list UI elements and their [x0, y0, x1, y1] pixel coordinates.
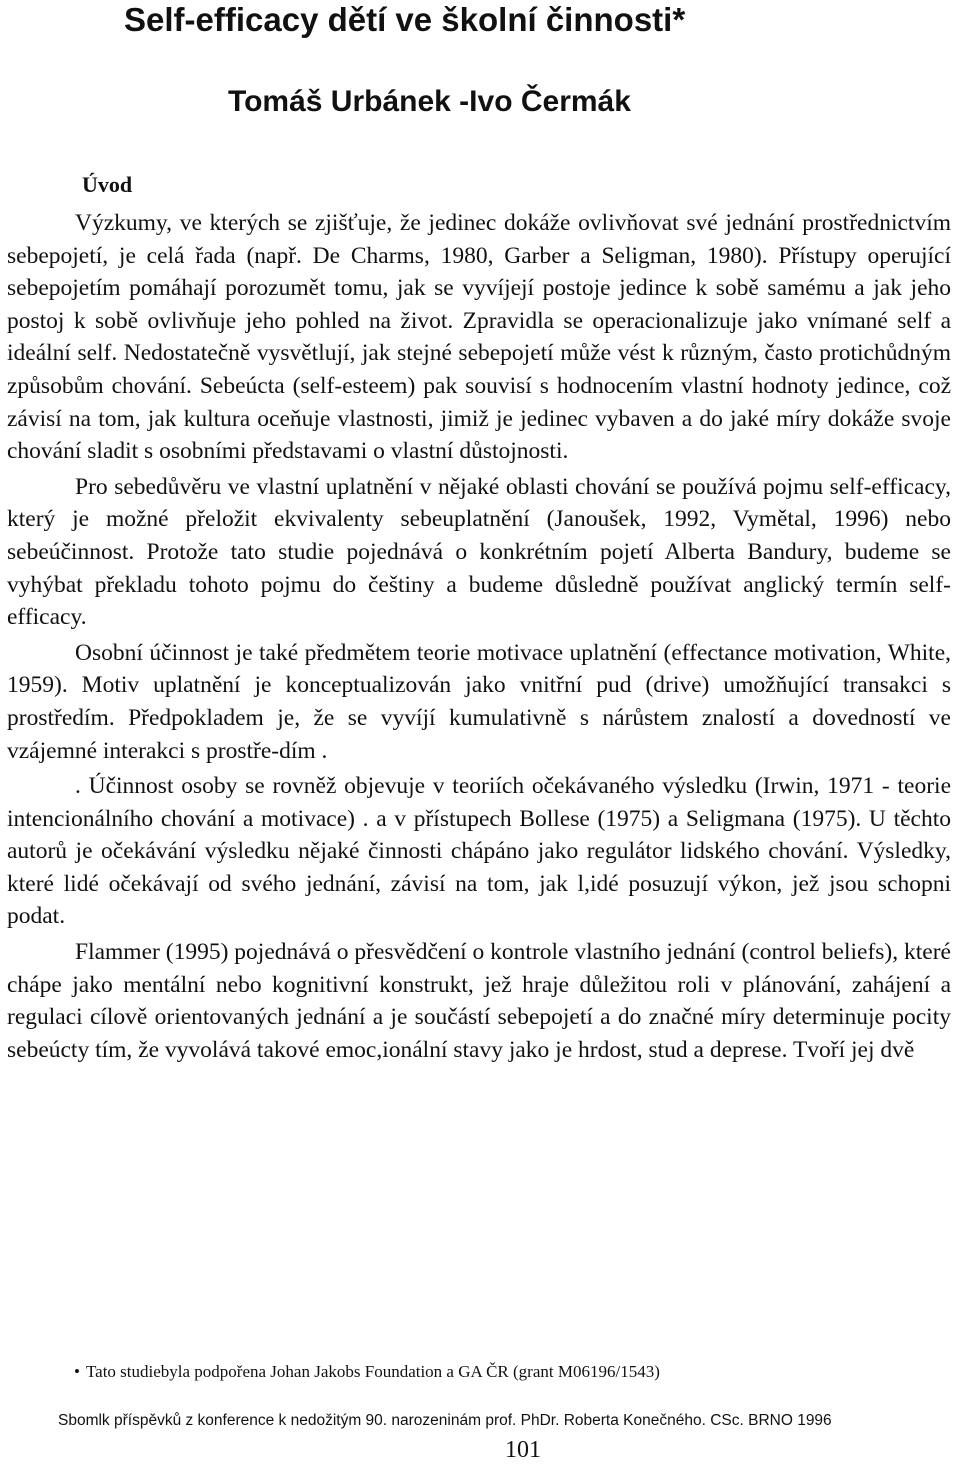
- body-text: [7, 207, 951, 1069]
- footnote-bullet: •: [74, 1362, 80, 1381]
- paragraph: Výzkumy, ve kterých se zjišťuje, že jedinec dokáže ovlivňovat své jednání prostřednictvím sebepojetí, je celá řada (např. De Charms, 1980, Garber a Seligman, 1980). Přístupy operující sebepojetím pomáhají porozumět tomu, jak se vyvíjejí postoje jedince k sobě samému a jak jeho postoj k sobě ovlivňuje jeho pohled na život. Zpravidla se operacionalizuje jako vnímané self a ideální self. Nedostatečně vysvětlují, jak stejné sebepojetí může vést k různým, často protichůdným způsobům chování. Sebeúcta (self-esteem) pak souvisí s hodnocením vlastní hodnoty jedince, což závisí na tom, jak kultura oceňuje vlastnosti, jimiž je jedinec vybaven a do jaké míry dokáže svoje chování sladit s osobními představami o vlastní důstojnosti.: [7, 210, 951, 465]
- paragraph: Pro sebedůvěru ve vlastní uplatnění v nějaké oblasti chování se používá pojmu self-efficacy, který je možné přeložit ekvivalenty sebeuplatnění (Janoušek, 1992, Vymětal, 1996) nebo sebeúčinnost. Protože tato studie pojednává o konkrétním pojetí Alberta Bandury, budeme se vyhýbat překladu tohoto pojmu do češtiny a budeme důsledně používat anglický termín self-efficacy.: [7, 473, 951, 631]
- paragraph: . Účinnost osoby se rovněž objevuje v teoriích očekávaného výsledku (Irwin, 1971 - teorie intencionálního chování a motivace) . a v přístupech Bollese (1975) a Seligmana (1975). U těchto autorů je očekávání výsledku nějaké činnosti chápáno jako regulátor lidského chování. Výsledky, které lidé očekávají od svého jednání, závisí na tom, jak l,idé posuzují výkon, jež jsou schopni podat.: [7, 773, 951, 930]
- paper-title: Self-efficacy dětí ve školní činnosti*: [124, 1, 686, 38]
- paragraph: Osobní účinnost je také předmětem teorie motivace uplatnění (effectance motivation, White, 1959). Motiv uplatnění je konceptualizován jako vnitřní pud (drive) umožňující transakci s prostředím. Předpokladem je, že se vyvíjí kumulativně s nárůstem znalostí a dovedností ve vzájemné interakci s prostře-dím .: [7, 639, 951, 764]
- page-number: 101: [505, 1437, 541, 1463]
- footnote: [74, 1360, 660, 1384]
- paper-authors: Tomáš Urbánek -Ivo Čermák: [228, 85, 631, 118]
- source-footer: Sbomlk příspěvků z konference k nedožitým 90. narozeninám prof. PhDr. Roberta Konečného. CSc. BRNO 1996: [58, 1412, 832, 1429]
- paragraph: Flammer (1995) pojednává o přesvědčení o kontrole vlastního jednání (control beliefs), které chápe jako mentální nebo kognitivní konstrukt, jež hraje důležitou roli v plánování, zahájení a regulaci cílově orientovaných jednání a je součástí sebepojetí a do značné míry determinuje pocity sebeúcty tím, že vyvolává takové emoc,ionální stavy jako je hrdost, stud a deprese. Tvoří jej dvě: [7, 939, 951, 1063]
- footnote-text: Tato studiebyla podpořena Johan Jakobs Foundation a GA ČR (grant M06196/1543): [85, 1362, 660, 1381]
- section-heading: Úvod: [82, 172, 133, 197]
